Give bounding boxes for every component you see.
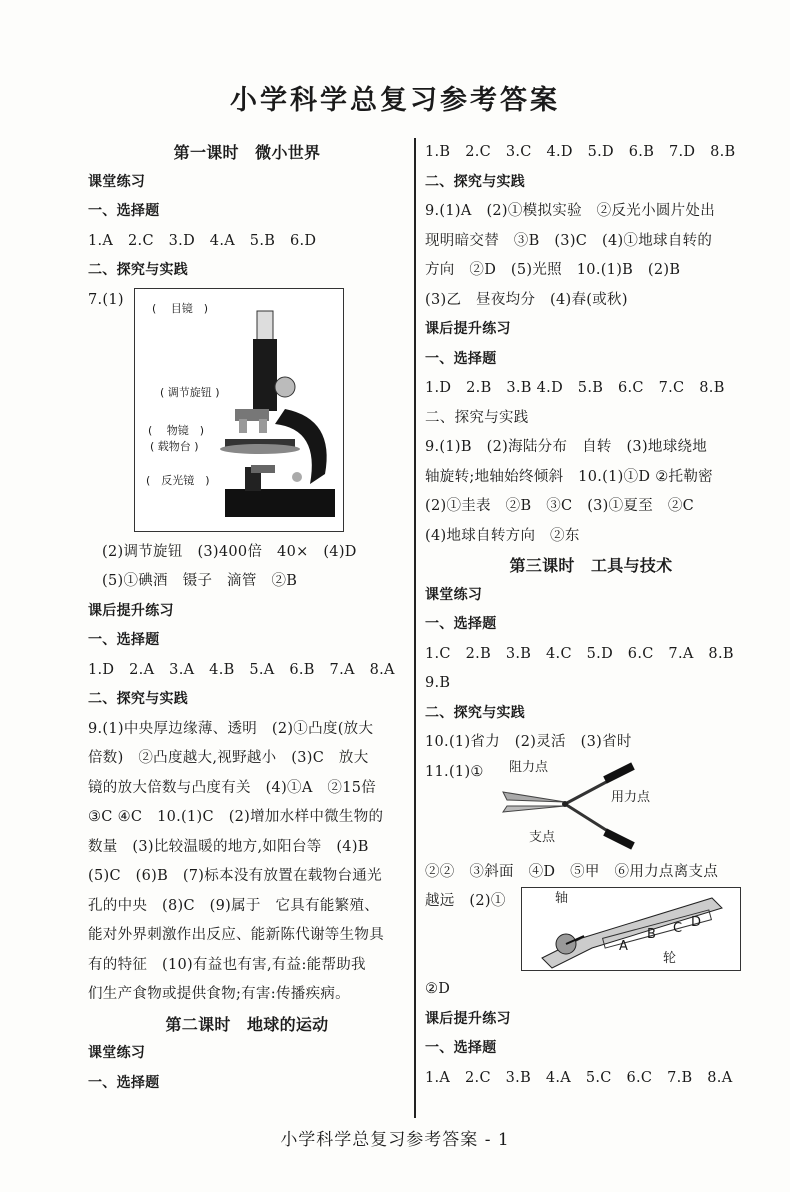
choice-answers: 1.A 2.C 3.D 4.A 5.B 6.D [88,232,317,249]
q9-line: 9.(1)中央厚边缘薄、透明 (2)①凸度(放大 [88,720,374,737]
right-column [425,138,757,1093]
pliers-figure [425,758,757,858]
label-a: A [619,939,628,954]
microscope-label-mirror: ( 反光镜 ) [146,473,210,487]
q9-line: 能对外界刺激作出反应、能新陈代谢等生物具 [88,927,384,943]
q11-answer-line-2: 越远 (2)① [425,893,506,909]
explore3-section-heading: 二、探究与实践 [425,704,526,721]
choice2-answers: 1.D 2.A 3.A 4.B 5.A 6.B 7.A 8.A [88,661,395,678]
q9b-line: 轴旋转;地轴始终倾斜 10.(1)①D ②托勒密 [425,468,713,485]
label-axle: 轴 [555,891,569,906]
page-title: 小学科学总复习参考答案 [230,85,560,116]
after-class-heading: 课后提升练习 [88,602,174,619]
q11-answer-line-1: ②② ③斜面 ④D ⑤甲 ⑥用力点离支点 [425,863,719,880]
choice-answers: 1.D 2.B 3.B 4.D 5.B 6.C 7.C 8.B [425,380,725,396]
q9b-line: 9.(1)B (2)海陆分布 自转 (3)地球绕地 [425,439,708,455]
microscope-figure [88,286,406,538]
choice2-section-heading: 一、选择题 [425,616,497,632]
label-wheel: 轮 [663,951,677,966]
classroom-heading: 课堂练习 [425,586,483,603]
q9-line: 有的特征 (10)有益也有害,有益:能帮助我 [88,956,366,973]
choice3-section-heading: 一、选择题 [88,1074,160,1091]
microscope-label-focus-knob: ( 调节旋钮 ) [160,385,220,399]
q11-answer-line-3: ②D [425,981,451,997]
choice3-section-heading: 一、选择题 [425,1040,497,1056]
page-footer: 小学科学总复习参考答案 - 1 [280,1130,510,1150]
label-effort-point: 用力点 [611,789,651,805]
left-column [88,138,406,1098]
choice-section-heading: 一、选择题 [88,203,160,219]
q9-line: 镜的放大倍数与凸度有关 (4)①A ②15倍 [88,779,377,796]
lesson1-heading: 第一课时 微小世界 [173,143,321,162]
q9-line: 现明暗交替 ③B (3)C (4)①地球自转的 [425,232,713,249]
q9-line: 孔的中央 (8)C (9)属于 它具有能繁殖、 [88,897,380,914]
lesson3-heading: 第三课时 工具与技术 [509,556,673,575]
explore-section-heading: 二、探究与实践 [88,262,189,278]
label-resistance-point: 阻力点 [509,759,549,775]
after-class2-heading: 课后提升练习 [425,1010,511,1027]
classroom-practice-heading: 课堂练习 [88,173,146,190]
label-d: D [691,915,702,930]
choice2-answers-1: 1.C 2.B 3.B 4.C 5.D 6.C 7.A 8.B [425,645,734,662]
q9-line: 数量 (3)比较温暖的地方,如阳台等 (4)B [88,838,369,855]
classroom2-heading: 课堂练习 [88,1045,146,1061]
q9-line: 倍数) ②凸度越大,视野越小 (3)C 放大 [88,750,369,766]
q9-line: 方向 ②D (5)光照 10.(1)B (2)B [425,262,681,278]
q7-answer-line-2: (5)①碘酒 镊子 滴管 ②B [102,573,298,589]
q10-answer: 10.(1)省力 (2)灵活 (3)省时 [425,734,632,750]
microscope-illustration [135,289,343,531]
microscope-label-eyepiece-text: ( 目镜 ) [152,301,209,315]
label-fulcrum: 支点 [529,829,556,845]
after-class-heading: 课后提升练习 [425,321,511,337]
column-divider [414,138,416,1118]
lesson2-heading: 第二课时 地球的运动 [165,1014,329,1034]
label-c: C [673,921,683,936]
microscope-label-objective: ( 物镜 ) [148,423,205,437]
wrench-figure [425,887,757,975]
wrench-frame [521,887,741,971]
choice2-answers-2: 9.B [425,675,451,691]
explore2-section-heading: 二、探究与实践 [425,409,529,426]
q9-line: 们生产食物或提供食物;有害:传播疾病。 [88,986,350,1002]
q9-line: (5)C (6)B (7)标本没有放置在载物台通光 [88,868,382,884]
explore2-section-heading: 二、探究与实践 [88,691,189,707]
microscope-label-stage: ( 载物台 ) [150,439,199,453]
q7-label: 7.(1) [88,291,124,308]
q7-answer-line-1: (2)调节旋钮 (3)400倍 40× (4)D [102,543,357,560]
lesson2-choice-answers: 1.B 2.C 3.C 4.D 5.D 6.B 7.D 8.B [425,144,736,160]
explore-section-heading: 二、探究与实践 [425,173,526,190]
choice2-section-heading: 一、选择题 [88,632,160,648]
q9-line: 9.(1)A (2)①模拟实验 ②反光小圆片处出 [425,203,716,219]
choice-section-heading: 一、选择题 [425,350,497,367]
choice3-answers: 1.A 2.C 3.B 4.A 5.C 6.C 7.B 8.A [425,1069,733,1086]
microscope-frame [134,288,344,532]
q9-line: ③C ④C 10.(1)C (2)增加水样中微生物的 [88,809,384,825]
label-b: B [647,927,656,942]
q9b-line: (2)①圭表 ②B ③C (3)①夏至 ②C [425,498,695,514]
q9-line: (3)乙 昼夜均分 (4)春(或秋) [425,291,628,308]
q11-label: 11.(1)① [425,763,484,780]
q9b-line: (4)地球自转方向 ②东 [425,527,580,544]
